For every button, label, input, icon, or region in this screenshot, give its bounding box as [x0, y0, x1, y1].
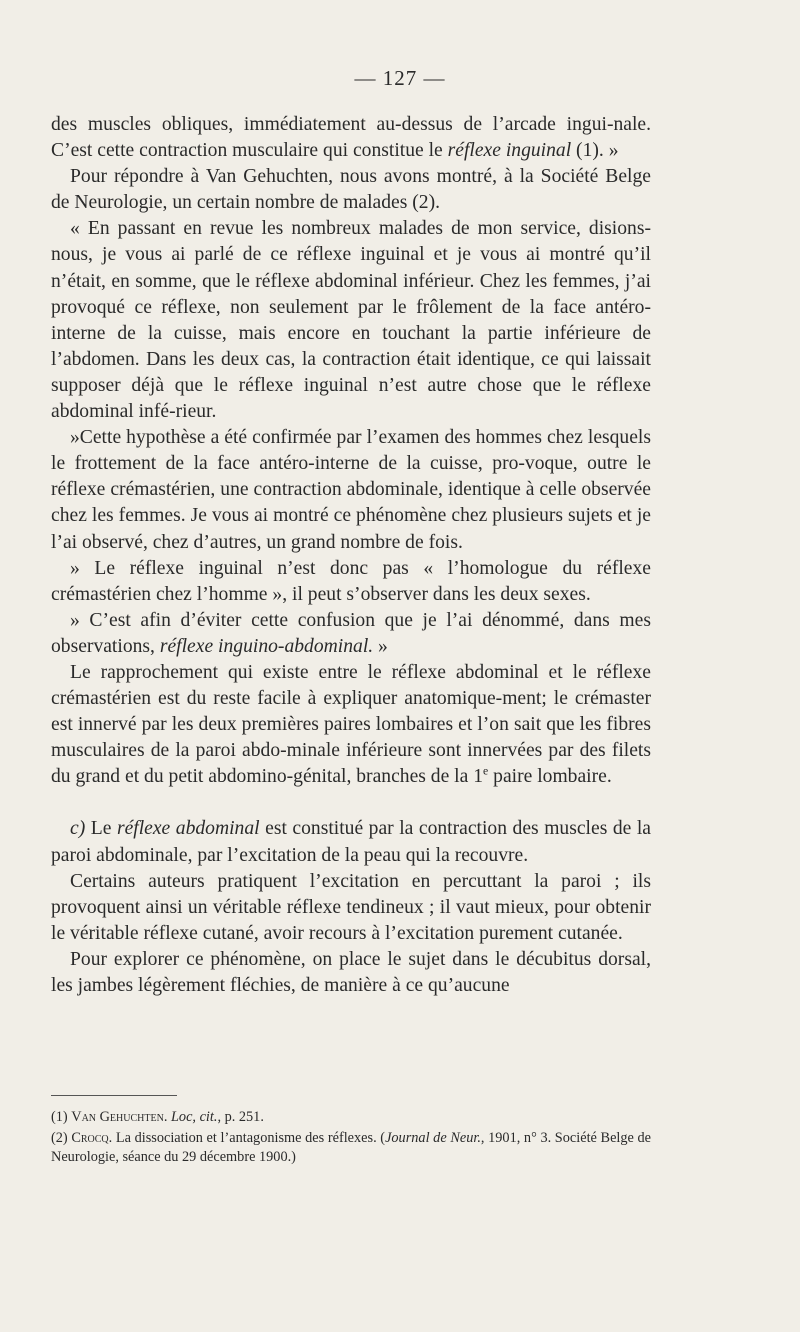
- text-run: (1). »: [571, 140, 619, 162]
- italic-text: réflexe inguino-abdominal.: [159, 635, 374, 657]
- paragraph-p1: [51, 112, 651, 164]
- footnote-divider: [51, 1095, 177, 1096]
- text-run: des muscles obliques, immédiatement au-dessus de l’arcade ingui-nale. C’est cette contraction musculaire qui constitue le: [51, 114, 651, 162]
- footnote-fn2: [51, 1129, 651, 1167]
- text-run: Le rapprochement qui existe entre le réflexe abdominal et le réflexe crémastérien est du reste facile à expliquer anatomique-ment; le crémaster est innervé par les deux premières paires lombaires et l’on sait que les fibres musculaires de la paroi abdo-minale inférieure sont innervées par des filets du grand et du petit abdomino-génital, branches de la 1: [51, 661, 651, 788]
- author-name: Crocq: [71, 1130, 109, 1146]
- text-run: Pour répondre à Van Gehuchten, nous avons montré, à la Société Belge de Neurologie, un certain nombre de malades (2).: [51, 166, 651, 214]
- paragraph-p7: [51, 660, 651, 790]
- text-run: »: [373, 635, 388, 657]
- text-run: , p. 251.: [217, 1109, 264, 1125]
- body-text: [51, 112, 651, 999]
- text-run: »Cette hypothèse a été confirmée par l’examen des hommes chez lesquels le frottement de la face antéro-interne de la cuisse, pro-voque, outre le réflexe crémastérien, une contraction abdominale, identique à celle observée chez les femmes. Je vous ai montré ce phénomène chez plusieurs sujets et je l’ai observé, chez d’autres, un grand nombre de fois.: [51, 427, 651, 553]
- paragraph-p6: [51, 608, 651, 660]
- page-number: — 127 —: [354, 66, 446, 90]
- text-run: (1): [51, 1109, 72, 1125]
- text-run: « En passant en revue les nombreux malades de mon service, disions-nous, je vous ai parlé de ce réflexe inguinal et je vous ai montré qu’il n’était, en somme, que le réflexe abdominal inférieur. Chez les femmes, j’ai provoqué ce réflexe, non seulement par le frôlement de la face antéro-interne de la cuisse, mais encore en touchant la partie inférieure de l’abdomen. Dans les deux cas, la contraction était identique, ce qui laissait supposer déjà que le réflexe inguinal n’est autre chose que le réflexe abdominal infé-rieur.: [51, 218, 651, 423]
- author-name: Van Gehuchten: [71, 1109, 164, 1125]
- text-run: (2): [51, 1130, 72, 1146]
- text-run: Certains auteurs pratiquent l’excitation en percuttant la paroi ; ils provoquent ainsi un véritable réflexe tendineux ; il vaut mieux, pour obtenir le véritable réflexe cutané, avoir recours à l’excitation purement cutanée.: [51, 870, 651, 944]
- paragraph-p8: [51, 816, 651, 868]
- text-run: , 1901, n° 3. Société Belge de Neurologie, séance du 29 décembre 1900.): [51, 1130, 652, 1165]
- text-run: » C’est afin d’éviter cette confusion que je l’ai dénommé, dans mes observations,: [51, 609, 651, 657]
- text-run: . La dissociation et l’antagonisme des réflexes. (: [108, 1130, 386, 1146]
- text-run: paire lombaire.: [488, 766, 612, 788]
- footnotes: [51, 1108, 651, 1169]
- paragraph-p4: [51, 425, 651, 555]
- italic-text: réflexe abdominal: [116, 818, 260, 840]
- text-run: Pour explorer ce phénomène, on place le sujet dans le décubitus dorsal, les jambes légèrement fléchies, de manière à ce qu’aucune: [51, 948, 651, 996]
- italic-text: c): [70, 818, 86, 840]
- italic-text: Loc, cit.: [170, 1109, 218, 1125]
- paragraph-p2: [51, 164, 651, 216]
- superscript: e: [483, 764, 489, 778]
- text-run: .: [163, 1109, 171, 1125]
- italic-text: Journal de Neur.: [385, 1130, 481, 1146]
- paragraph-p9: [51, 869, 651, 947]
- text-run: est constitué par la contraction des muscles de la paroi abdominale, par l’excitation de la peau qui la recouvre.: [51, 818, 651, 866]
- text-run: » Le réflexe inguinal n’est donc pas « l’homologue du réflexe crémastérien chez l’homme », il peut s’observer dans les deux sexes.: [51, 557, 651, 605]
- paragraph-p10: [51, 947, 651, 999]
- paragraph-p5: [51, 556, 651, 608]
- text-run: Le: [85, 818, 117, 840]
- paragraph-p3: [51, 216, 651, 425]
- italic-text: réflexe inguinal: [447, 140, 572, 162]
- footnote-fn1: [51, 1108, 651, 1127]
